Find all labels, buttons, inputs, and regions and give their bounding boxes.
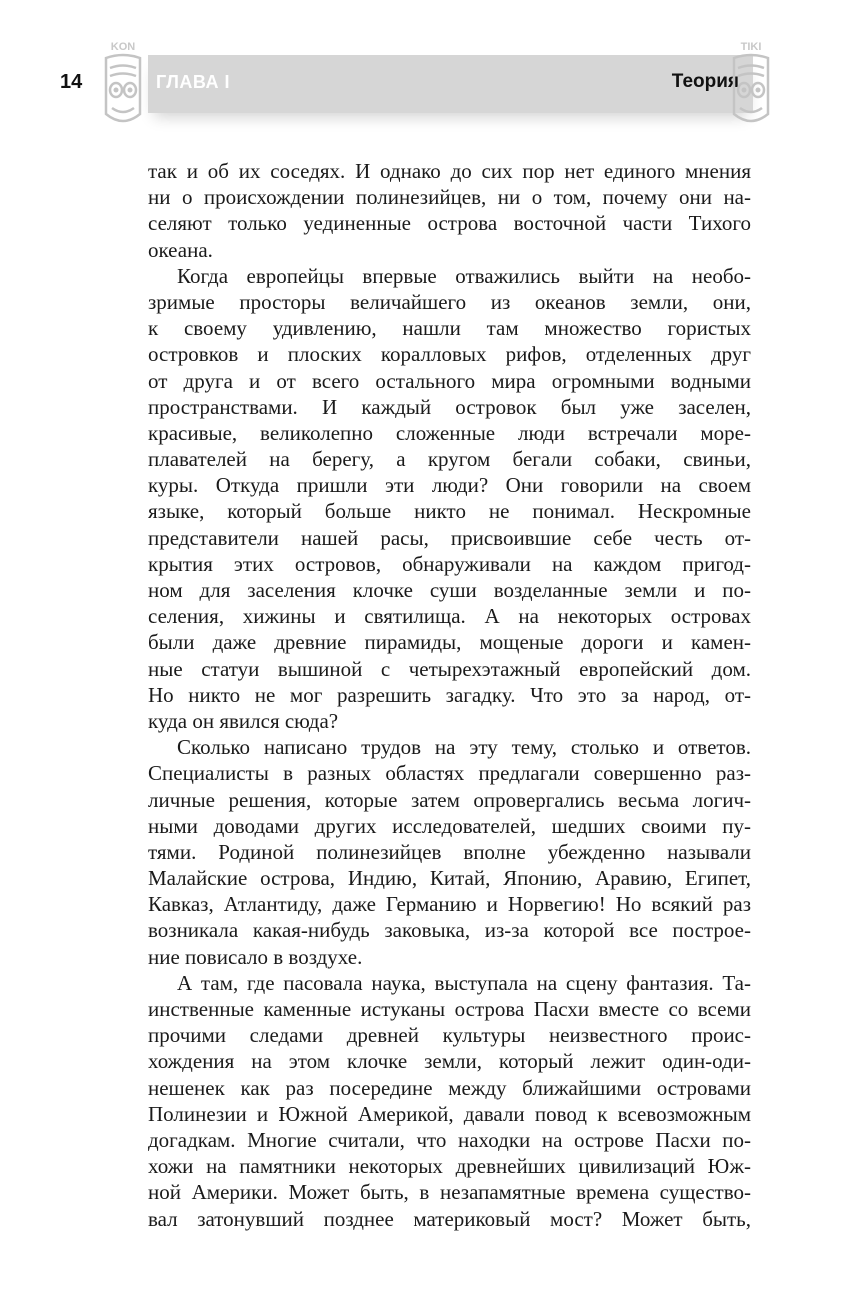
text-line: языке, который больше никто не понимал. Нескромные — [148, 499, 751, 524]
text-line: ном для заселения клочке суши возделанные земли и по- — [148, 578, 751, 602]
text-line: тями. Родиной полинезийцев вполне убежденно называли — [148, 839, 751, 864]
text-line: красивые, великолепно сложенные люди встречали море- — [148, 420, 751, 445]
text-line: ные статуи вышиной с четырехэтажный европейский дом. — [148, 656, 751, 681]
header-band — [148, 55, 753, 113]
text-line: хожи на памятники некоторых древнейших цивилизаций Юж- — [148, 1154, 751, 1179]
text-line: ни о происхождении полинезийцев, ни о том, почему они на- — [148, 185, 751, 210]
tiki-mask-icon — [100, 38, 146, 133]
text-line: вал затонувший позднее материковый мост? Может быть, — [148, 1206, 751, 1231]
text-line: океана. — [148, 237, 213, 262]
text-line: куры. Откуда пришли эти люди? Они говорили на своем — [148, 473, 751, 498]
text-line: к своему удивлению, нашли там множество гористых — [148, 316, 751, 341]
text-line: ными доводами других исследователей, шедших своими пу- — [148, 813, 751, 838]
body-text — [148, 158, 751, 1232]
text-line: так и об их соседях. И однако до сих пор нет единого мнения — [148, 159, 751, 183]
text-line: А там, где пасовала наука, выступала на сцену фантазия. Та- — [177, 970, 751, 995]
section-title: Теория — [671, 71, 739, 92]
page-header — [0, 0, 844, 150]
text-line: Но никто не мог разрешить загадку. Что это за народ, от- — [148, 682, 751, 707]
text-line: хождения на этом клочке земли, который лежит один-оди- — [148, 1049, 751, 1074]
text-line: зримые просторы величайшего из океанов земли, они, — [148, 289, 751, 314]
text-line: Кавказ, Атлантиду, даже Германию и Норвегию! Но всякий раз — [148, 892, 751, 917]
text-line: Малайские острова, Индию, Китай, Японию, Аравию, Египет, — [148, 866, 751, 891]
text-line: крытия этих островов, обнаруживали на каждом пригод- — [148, 551, 751, 576]
text-line: Когда европейцы впервые отважились выйти на необо- — [177, 263, 751, 288]
text-line: плавателей на берегу, а кругом бегали собаки, свиньи, — [148, 447, 751, 472]
emblem-right-text: TIKI — [740, 41, 762, 53]
text-line: были даже древние пирамиды, мощеные дороги и камен- — [148, 630, 751, 655]
text-line: догадкам. Многие считали, что находки на острове Пасхи по- — [148, 1127, 751, 1152]
text-line: от друга и от всего остального мира огромными водными — [148, 368, 751, 393]
text-line: личные решения, которые затем опровергались весьма логич- — [148, 787, 751, 812]
text-line: прочими следами древней культуры неизвестного проис- — [148, 1023, 751, 1048]
text-line: Сколько написано трудов на эту тему, столько и ответов. — [177, 735, 751, 760]
text-line: Полинезии и Южной Америкой, давали повод к всевозможным — [148, 1101, 751, 1126]
text-line: селяют только уединенные острова восточной части Тихого — [148, 211, 751, 236]
tiki-mask-icon — [728, 38, 774, 133]
text-line: пространствами. И каждый островок был уже заселен, — [148, 394, 751, 419]
text-line: инственные каменные истуканы острова Пасхи вместе со всеми — [148, 997, 751, 1021]
page-number: 14 — [60, 71, 83, 93]
chapter-label: ГЛАВА I — [156, 72, 230, 92]
text-line: Специалисты в разных областях предлагали совершенно раз- — [148, 761, 751, 786]
text-line: возникала какая-нибудь заковыка, из-за которой все построе- — [148, 918, 751, 943]
text-line: нешенек как раз посередине между ближайшими островами — [148, 1075, 751, 1100]
text-line: островков и плоских коралловых рифов, отделенных друг — [148, 342, 751, 367]
text-line: куда он явился сюда? — [148, 708, 339, 733]
text-line: ние повисало в воздухе. — [148, 944, 363, 969]
text-line: селения, хижины и святилища. А на некоторых островах — [148, 604, 751, 629]
text-line: представители нашей расы, присвоившие себе честь от- — [148, 525, 751, 550]
emblem-left-text: KON — [110, 41, 136, 53]
text-line: ной Америки. Может быть, в незапамятные времена существо- — [148, 1180, 751, 1205]
